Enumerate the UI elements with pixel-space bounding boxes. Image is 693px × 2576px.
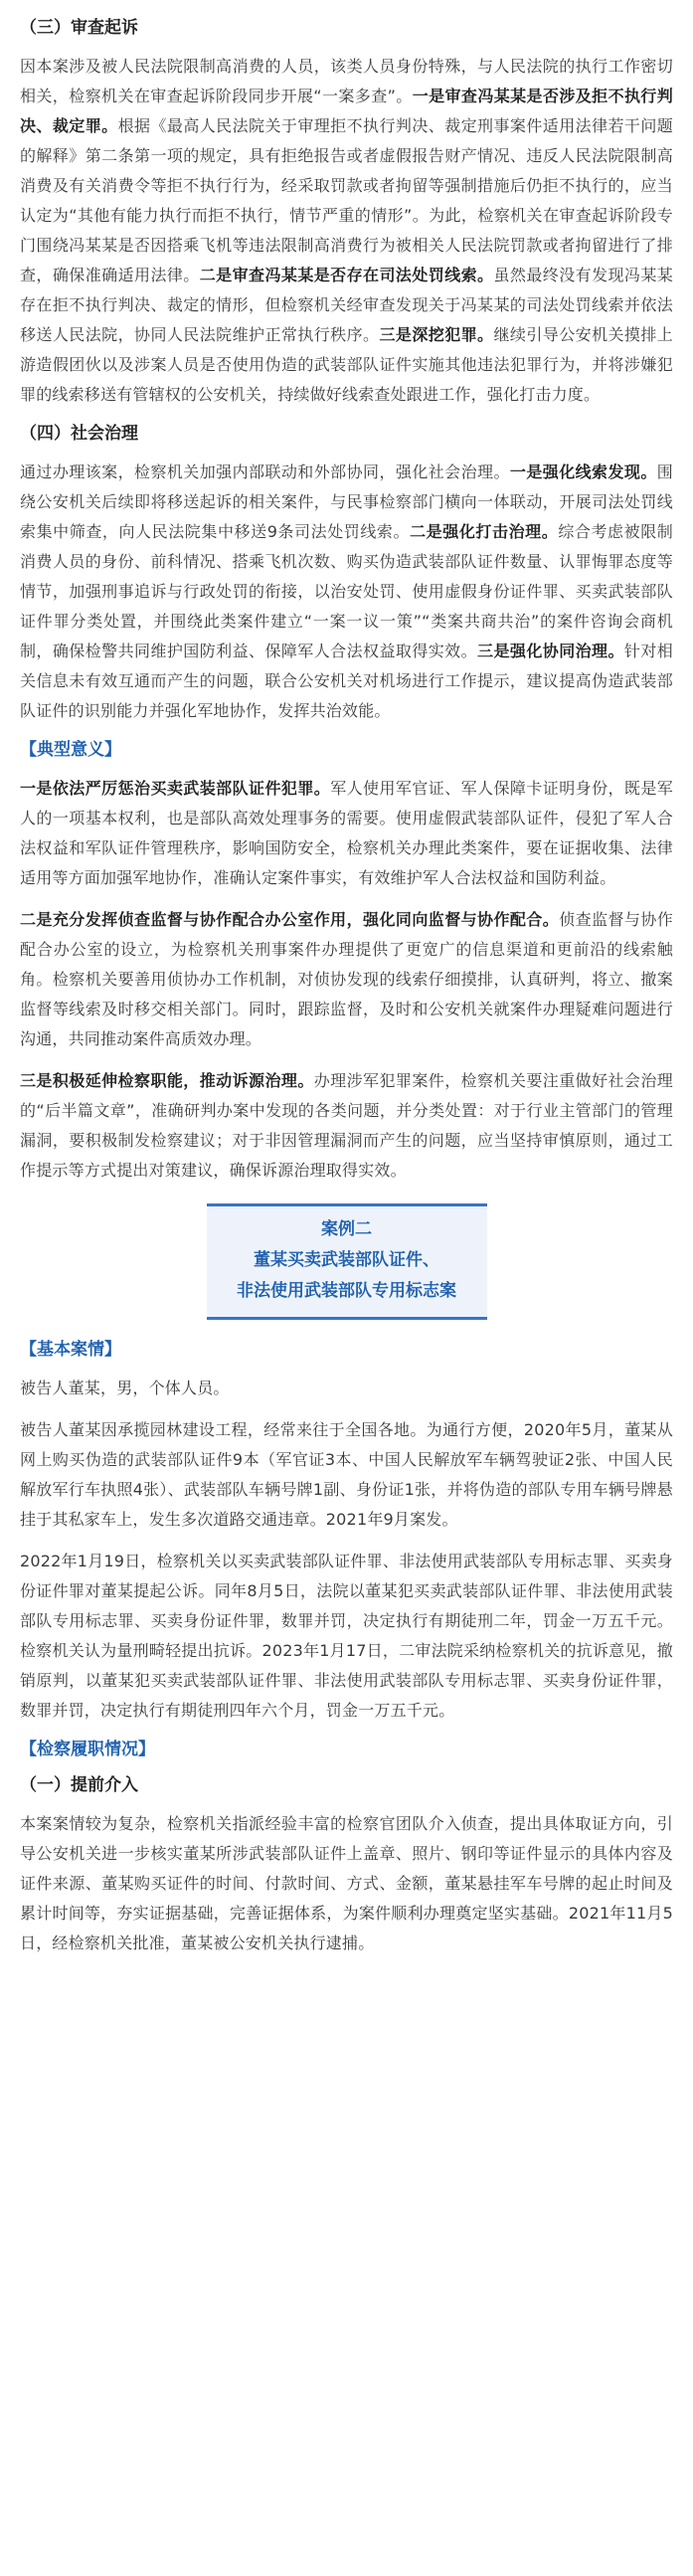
case-title-box — [207, 1203, 487, 1320]
paragraph-significance-3: 三是积极延伸检察职能，推动诉源治理。办理涉军犯罪案件，检察机关要注重做好社会治理的“后半篇文章”，准确研判办案中发现的各类问题，并分类处置：对于行业主管部门的管理漏洞，要积极制发检察建议；对于非因管理漏洞而产生的问题，应当坚持审慎原则，通过工作提示等方式提出对策建议，确保诉源治理取得实效。 — [20, 1071, 673, 1180]
case-title-box-wrap — [20, 1203, 673, 1320]
paragraph-early-intervention: 本案案情较为复杂，检察机关指派经验丰富的检察官团队介入侦查，提出具体取证方向，引导公安机关进一步核实董某所涉武装部队证件上盖章、照片、钢印等证件显示的具体内容及证件来源、董某购买证件的时间、付款时间、方式、金额，董某悬挂军车号牌的起止时间及累计时间等，夯实证据基础，完善证据体系，为案件顺利办理奠定坚实基础。2021年11月5日，经检察机关批准，董某被公安机关执行逮捕。 — [20, 1814, 673, 1952]
paragraph-facts: 被告人董某因承揽园林建设工程，经常来往于全国各地。为通行方便，2020年5月，董某从网上购买伪造的武装部队证件9本（军官证3本、中国人民解放军车辆驾驶证2张、中国人民解放军行车执照4张）、武装部队车辆号牌1副、身份证1张，并将伪造的部队专用车辆号牌悬挂于其私家车上，发生多次道路交通违章。2021年9月案发。 — [20, 1420, 673, 1529]
paragraph-defendant: 被告人董某，男，个体人员。 — [20, 1379, 230, 1397]
section-heading-significance: 【典型意义】 — [20, 740, 121, 760]
section-heading-early-intervention: （一）提前介入 — [20, 1775, 138, 1795]
paragraph-review: 因本案涉及被人民法院限制高消费的人员，该类人员身份特殊，与人民法院的执行工作密切相关，检察机关在审查起诉阶段同步开展“一案多查”。一是审查冯某某是否涉及拒不执行判决、裁定罪。根据《最高人民法院关于审理拒不执行判决、裁定刑事案件适用法律若干问题的解释》第二条第一项的规定，具有拒绝报告或者虚假报告财产情况、违反人民法院限制高消费及有关消费令等拒不执行行为，经采取罚款或者拘留等强制措施后仍拒不执行的，应当认定为“其他有能力执行而拒不执行，情节严重的情形”。为此，检察机关在审查起诉阶段专门围绕冯某某是否因搭乘飞机等违法限制高消费行为被相关人民法院罚款或者拘留进行了排查，确保准确适用法律。二是审查冯某某是否存在司法处罚线索。虽然最终没有发现冯某某存在拒不执行判决、裁定的情形，但检察机关经审查发现关于冯某某的司法处罚线索并依法移送人民法院，协同人民法院维护正常执行秩序。三是深挖犯罪。继续引导公安机关摸排上游造假团伙以及涉案人员是否使用伪造的武装部队证件实施其他违法犯罪行为，并将涉嫌犯罪的线索移送有管辖权的公安机关，持续做好线索查处跟进工作，强化打击力度。 — [20, 57, 673, 404]
case-title: 案例二 — [321, 1219, 372, 1239]
case-subtitle-line1: 董某买卖武装部队证件、 — [254, 1250, 439, 1270]
paragraph-significance-1: 一是依法严厉惩治买卖武装部队证件犯罪。军人使用军官证、军人保障卡证明身份，既是军人的一项基本权利，也是部队高效处理事务的需要。使用虚假武装部队证件，侵犯了军人合法权益和军队证件管理秩序，影响国防安全，检察机关办理此类案件，要在证据收集、法律适用等方面加强军地协作，准确认定案件事实，有效维护军人合法权益和国防利益。 — [20, 779, 673, 887]
paragraph-significance-2: 二是充分发挥侦查监督与协作配合办公室作用，强化同向监督与协作配合。侦查监督与协作配合办公室的设立，为检察机关刑事案件办理提供了更宽广的信息渠道和更前沿的线索触角。检察机关要善用侦协办工作机制，对侦协发现的线索仔细摸排，认真研判，将立、撤案监督等线索及时移交相关部门。同时，跟踪监督，及时和公安机关就案件办理疑难问题进行沟通，共同推动案件高质效办理。 — [20, 910, 673, 1048]
section-heading-prosecution-duty: 【检察履职情况】 — [20, 1740, 155, 1759]
case-subtitle-line2: 非法使用武装部队专用标志案 — [237, 1281, 456, 1301]
section-heading-governance: （四）社会治理 — [20, 424, 138, 444]
section-heading-basic-facts: 【基本案情】 — [20, 1340, 121, 1360]
paragraph-proceedings: 2022年1月19日，检察机关以买卖武装部队证件罪、非法使用武装部队专用标志罪、买卖身份证件罪对董某提起公诉。同年8月5日，法院以董某犯买卖武装部队证件罪、非法使用武装部队专用标志罪、买卖身份证件罪，数罪并罚，决定执行有期徒刑二年，罚金一万五千元。检察机关认为量刑畸轻提出抗诉。2023年1月17日，二审法院采纳检察机关的抗诉意见，撤销原判，以董某犯买卖武装部队证件罪、非法使用武装部队专用标志罪、买卖身份证件罪，数罪并罚，决定执行有期徒刑四年六个月，罚金一万五千元。 — [20, 1552, 673, 1720]
section-heading-review: （三）审查起诉 — [20, 18, 138, 38]
paragraph-governance: 通过办理该案，检察机关加强内部联动和外部协同，强化社会治理。一是强化线索发现。围绕公安机关后续即将移送起诉的相关案件，与民事检察部门横向一体联动，开展司法处罚线索集中筛查，向人民法院集中移送9条司法处罚线索。二是强化打击治理。综合考虑被限制消费人员的身份、前科情况、搭乘飞机次数、购买伪造武装部队证件数量、认罪悔罪态度等情节，加强刑事追诉与行政处罚的衔接，以治安处罚、使用虚假身份证件罪、买卖武装部队证件罪分类处置，并围绕此类案件建立“一案一议一策”“类案共商共治”的案件咨询会商机制，确保检警共同维护国防利益、保障军人合法权益取得实效。三是强化协同治理。针对相关信息未有效互通而产生的问题，联合公安机关对机场进行工作提示，建议提高伪造武装部队证件的识别能力并强化军地协作，发挥共治效能。 — [20, 462, 673, 720]
